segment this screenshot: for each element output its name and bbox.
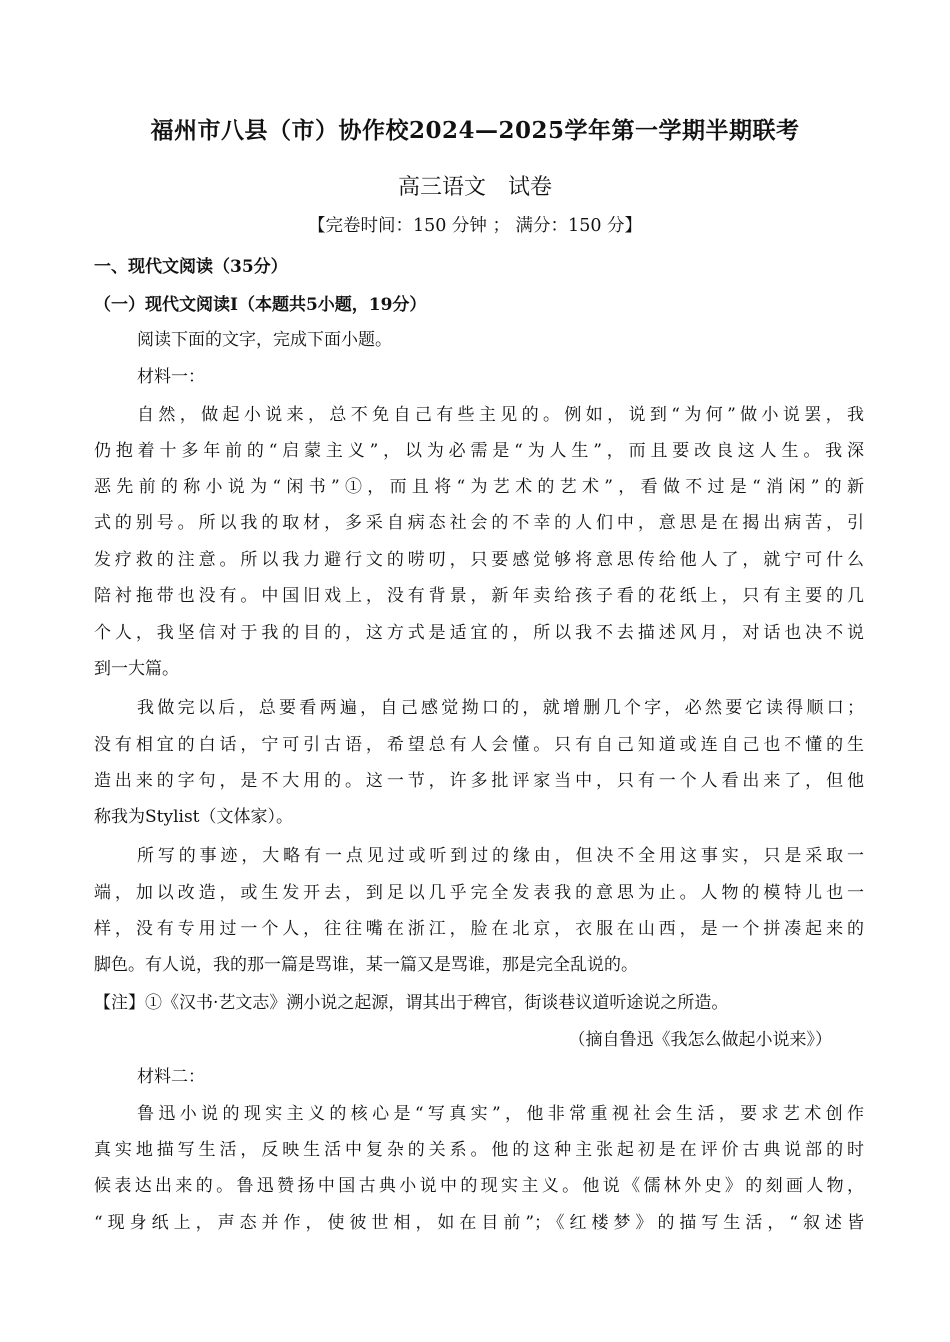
paragraph-line: “现身纸上，声态并作，使彼世相，如在目前”；《红楼梦》的描写生活，“叙述皆 [94, 1213, 864, 1233]
paragraph-line: 没有相宜的白话，宁可引古语，希望总有人会懂。只有自己知道或连自己也不懂的生 [94, 735, 864, 755]
subsection-heading: （一）现代文阅读Ⅰ（本题共5小题，19分） [94, 295, 427, 315]
paragraph-line: 仍抱着十多年前的“启蒙主义”，以为必需是“为人生”，而且要改良这人生。我深 [94, 441, 864, 461]
paragraph-line: 个人，我坚信对于我的目的，这方式是适宜的，所以我不去描述风月，对话也决不说 [94, 623, 864, 643]
paragraph-line: 样，没有专用过一个人，往往嘴在浙江，脸在北京，衣服在山西，是一个拼凑起来的 [94, 919, 864, 939]
paragraph-line: 称我为Stylist（文体家）。 [94, 807, 294, 827]
footnote: 【注】①《汉书·艺文志》溯小说之起源，谓其出于稗官，街谈巷议道听途说之所造。 [94, 993, 729, 1013]
paragraph-line: 候表达出来的。鲁迅赞扬中国古典小说中的现实主义。他说《儒林外史》的刻画人物， [94, 1176, 864, 1196]
subject-label: 高三语文 [397, 175, 486, 200]
paragraph-line: 式的别号。所以我的取材，多采自病态社会的不幸的人们中，意思是在揭出病苦，引 [94, 513, 864, 533]
paragraph-line: 恶先前的称小说为“闲书”①，而且将“为艺术的艺术”，看做不过是“消闲”的新 [94, 477, 864, 497]
paragraph-line: 真实地描写生活，反映生活中复杂的关系。他的这种主张起初是在评价古典说部的时 [94, 1140, 864, 1160]
paragraph-line: 脚色。有人说，我的那一篇是骂谁，某一篇又是骂谁，那是完全乱说的。 [94, 955, 638, 975]
exam-title: 福州市八县（市）协作校2024—2025学年第一学期半期联考 [150, 117, 800, 144]
paragraph-line: 发疗救的注意。所以我力避行文的唠叨，只要感觉够将意思传给他人了，就宁可什么 [94, 550, 864, 570]
exam-time-info: 【完卷时间：150 分钟 ； 满分：150 分】 [307, 216, 643, 236]
paragraph-line: 造出来的字句，是不大用的。这一节，许多批评家当中，只有一个人看出来了，但他 [94, 771, 864, 791]
paragraph-line: 我做完以后，总要看两遍，自己感觉拗口的，就增删几个字，必然要它读得顺口； [137, 698, 864, 718]
paper-type-label: 试卷 [508, 175, 553, 200]
paragraph-line: 鲁迅小说的现实主义的核心是“写真实”，他非常重视社会生活，要求艺术创作 [137, 1104, 864, 1124]
material-label: 材料一： [137, 367, 205, 387]
paragraph-line: 端，加以改造，或生发开去，到足以几乎完全发表我的意思为止。人物的模特儿也一 [94, 883, 864, 903]
section-heading: 一、现代文阅读（35分） [94, 257, 288, 277]
source-citation: （摘自鲁迅《我怎么做起小说来》） [568, 1030, 832, 1050]
paragraph-line: 到一大篇。 [94, 659, 179, 679]
exam-subtitle [0, 170, 950, 201]
paragraph-line: 自然，做起小说来，总不免自己有些主见的。例如，说到“为何”做小说罢，我 [137, 405, 864, 425]
instructions: 阅读下面的文字，完成下面小题。 [137, 330, 392, 350]
paragraph-line: 陪衬拖带也没有。中国旧戏上，没有背景，新年卖给孩子看的花纸上，只有主要的几 [94, 586, 864, 606]
paragraph-line: 所写的事迹，大略有一点见过或听到过的缘由，但决不全用这事实，只是采取一 [137, 846, 864, 866]
material-label: 材料二： [137, 1067, 205, 1087]
